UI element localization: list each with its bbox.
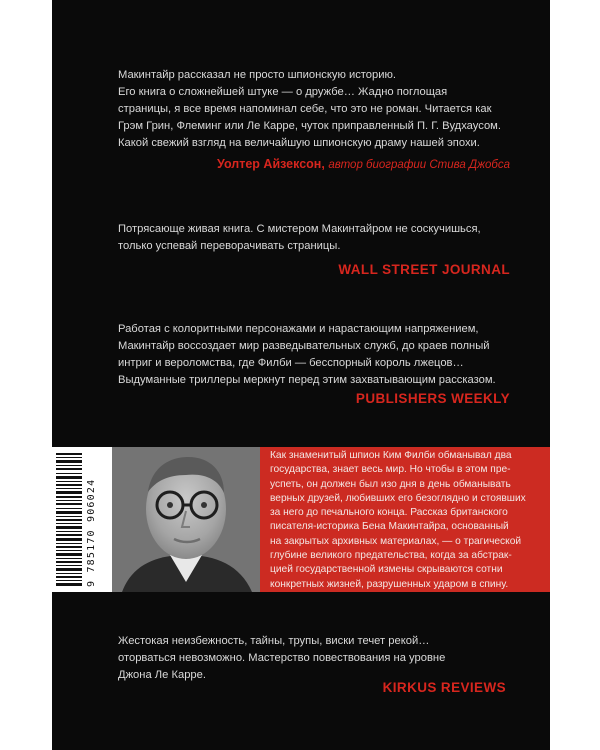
quote-line: Макинтайр рассказал не просто шпионскую историю. — [118, 69, 396, 81]
author-photo — [112, 447, 260, 592]
description-line: цией государственной измены скрываются сотни — [270, 564, 503, 576]
description-line: конкретных жизней, разрушенных ударом в спину. — [270, 578, 509, 590]
quote-line: Его книга о сложнейшей штуке — о дружбе… Жадно поглощая — [118, 86, 448, 98]
quote-line: Джона Ле Карре. — [118, 669, 206, 681]
quote-line: страницы, я все время напоминал себе, что это не роман. Читается как — [118, 103, 492, 115]
quote-line: Потрясающе живая книга. С мистером Макинтайром не соскучишься, — [118, 223, 481, 235]
description-line: государства, знает весь мир. Но чтобы в этом пре- — [270, 464, 511, 476]
author-portrait-icon — [112, 447, 260, 592]
barcode-number: 9 785170 906024 — [86, 478, 97, 587]
description-line: глубине великого предательства, когда за абстрак- — [270, 550, 512, 562]
quote-line: оторваться невозможно. Мастерство повествования на уровне — [118, 652, 446, 664]
quote-source-wsj: WALL STREET JOURNAL — [338, 262, 510, 277]
quote-line: Жестокая неизбежность, тайны, трупы, виски течет рекой… — [118, 635, 430, 647]
description-line: верных друзей, любивших его безоглядно и стоявших — [270, 492, 526, 504]
attribution-author: Уолтер Айзексон, — [216, 157, 325, 171]
description-line: за него до печального конца. Рассказ британского — [270, 507, 508, 519]
quote-attribution-isaacson — [217, 157, 510, 171]
quote-line: только успевай переворачивать страницы. — [118, 240, 341, 252]
author-band — [52, 447, 550, 592]
description-line: Как знаменитый шпион Ким Филби обманывал два — [270, 450, 512, 461]
barcode-bars-icon — [56, 453, 82, 587]
description-line: на закрытых архивных материалах, — о трагической — [270, 535, 522, 547]
quote-kirkus — [118, 633, 538, 684]
attribution-role: автор биографии Стива Джобса — [328, 159, 510, 171]
quote-line: Макинтайр воссоздает мир разведывательных служб, до краев полный — [118, 340, 490, 352]
quote-wsj — [118, 221, 538, 255]
book-back-cover — [52, 0, 550, 750]
quote-line: Какой свежий взгляд на величайшую шпионскую драму нашей эпохи. — [118, 137, 480, 149]
quote-line: Выдуманные триллеры меркнут перед этим захватывающим рассказом. — [118, 374, 496, 386]
quote-publishers-weekly — [118, 321, 538, 389]
quote-line: интриг и вероломства, где Филби — бесспорный король лжецов… — [118, 357, 464, 369]
description-line: успеть, он должен был изо дня в день обманывать — [270, 478, 511, 490]
description-line: писателя-историка Бена Макинтайра, основанный — [270, 521, 509, 533]
quote-line: Работая с колоритными персонажами и нарастающим напряжением, — [118, 323, 479, 335]
quote-line: Грэм Грин, Флеминг или Ле Карре, чуток приправленный П. Г. Вудхаусом. — [118, 120, 501, 132]
barcode — [52, 447, 112, 592]
quote-source-publishers-weekly: PUBLISHERS WEEKLY — [355, 391, 510, 406]
book-description — [260, 447, 550, 592]
quote-source-kirkus: KIRKUS REVIEWS — [382, 680, 506, 695]
quote-isaacson — [118, 67, 538, 152]
